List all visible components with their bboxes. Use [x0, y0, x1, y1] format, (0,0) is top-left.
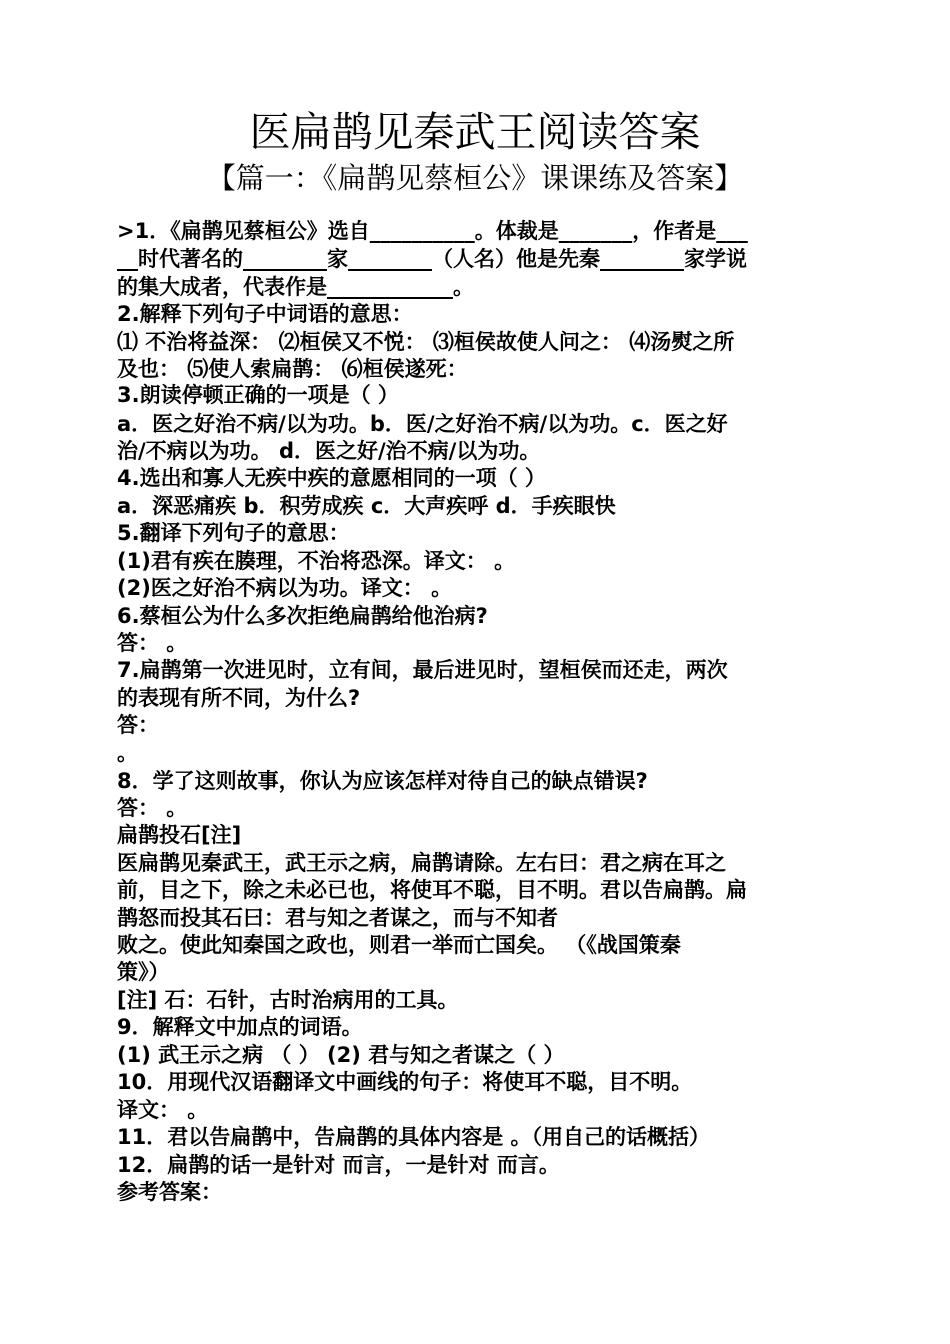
text-line: 败之。使此知秦国之政也，则君一举而亡国矣。 （《战国策秦	[117, 933, 681, 957]
text-line: 医扁鹊见秦武王，武王示之病，扁鹊请除。左右曰：君之病在耳之	[117, 851, 726, 875]
text-line: (1) 武王示之病 （ ） (2) 君与知之者谋之（ ）	[117, 1043, 565, 1067]
text-line: 9．解释文中加点的词语。	[117, 1015, 363, 1039]
text-line: 8．学了这则故事，你认为应该怎样对待自己的缺点错误?	[117, 769, 648, 793]
text-line: 鹊怒而投其石曰：君与知之者谋之，而与不知者	[117, 906, 558, 930]
text-line: 答： 。	[117, 796, 188, 820]
text-line: ⑴ 不治将益深： ⑵桓侯又不悦： ⑶桓侯故使人问之： ⑷汤熨之所	[117, 330, 735, 354]
text-line: a．医之好治不病/以为功。b．医/之好治不病/以为功。c．医之好	[117, 412, 728, 436]
text-line: 扁鹊投石[注]	[117, 823, 242, 847]
text-line: __时代著名的________家________（人名）他是先秦________家学说	[117, 247, 747, 271]
text-line: 11．君以告扁鹊中，告扁鹊的具体内容是 。（用自己的话概括）	[117, 1125, 711, 1149]
text-line: 。	[117, 741, 138, 765]
text-line: 的表现有所不同，为什么?	[117, 686, 361, 710]
text-line: 治/不病以为功。 d．医之好/治不病/以为功。	[117, 439, 541, 463]
text-line: 答： 。	[117, 631, 188, 655]
text-line: 译文： 。	[117, 1098, 209, 1122]
page-title: 医扁鹊见秦武王阅读答案	[249, 108, 701, 156]
text-line: 策》）	[117, 960, 170, 984]
text-line: a．深恶痛疾 b．积劳成疾 c．大声疾呼 d．手疾眼快	[117, 494, 616, 518]
text-line: (2)医之好治不病以为功。译文： 。	[117, 576, 453, 600]
text-line: 3.朗读停顿正确的一项是（ ）	[117, 383, 399, 407]
text-line: 2.解释下列句子中词语的意思：	[117, 302, 413, 326]
text-line: >1．《扁鹊见蔡桓公》选自__________。体裁是_______，作者是___	[117, 219, 748, 243]
text-line: (1)君有疾在腠理，不治将恐深。译文： 。	[117, 549, 516, 573]
text-line: 7.扁鹊第一次进见时，立有间，最后进见时，望桓侯而还走，两次	[117, 658, 728, 682]
text-line: 及也： ⑸使人索扁鹊： ⑹桓侯遂死：	[117, 357, 468, 381]
text-line: 10．用现代汉语翻译文中画线的句子：将使耳不聪，目不明。	[117, 1070, 693, 1094]
text-line: 的集大成者，代表作是____________。	[117, 275, 474, 299]
text-line: 答：	[117, 713, 159, 737]
text-line: 6.蔡桓公为什么多次拒绝扁鹊给他治病?	[117, 604, 488, 628]
text-line: 5.翻译下列句子的意思：	[117, 521, 350, 545]
text-line: 12．扁鹊的话一是针对 而言，一是针对 而言。	[117, 1153, 560, 1177]
page-subtitle: 【篇一：《扁鹊见蔡桓公》课课练及答案】	[206, 161, 744, 195]
text-line: 参考答案：	[117, 1180, 222, 1204]
text-line: [注] 石：石针，古时治病用的工具。	[117, 988, 459, 1012]
text-line: 前，目之下，除之未必已也，将使耳不聪，目不明。君以告扁鹊。扁	[117, 878, 747, 902]
text-line: 4.选出和寡人无疾中疾的意愿相同的一项（ ）	[117, 466, 546, 490]
